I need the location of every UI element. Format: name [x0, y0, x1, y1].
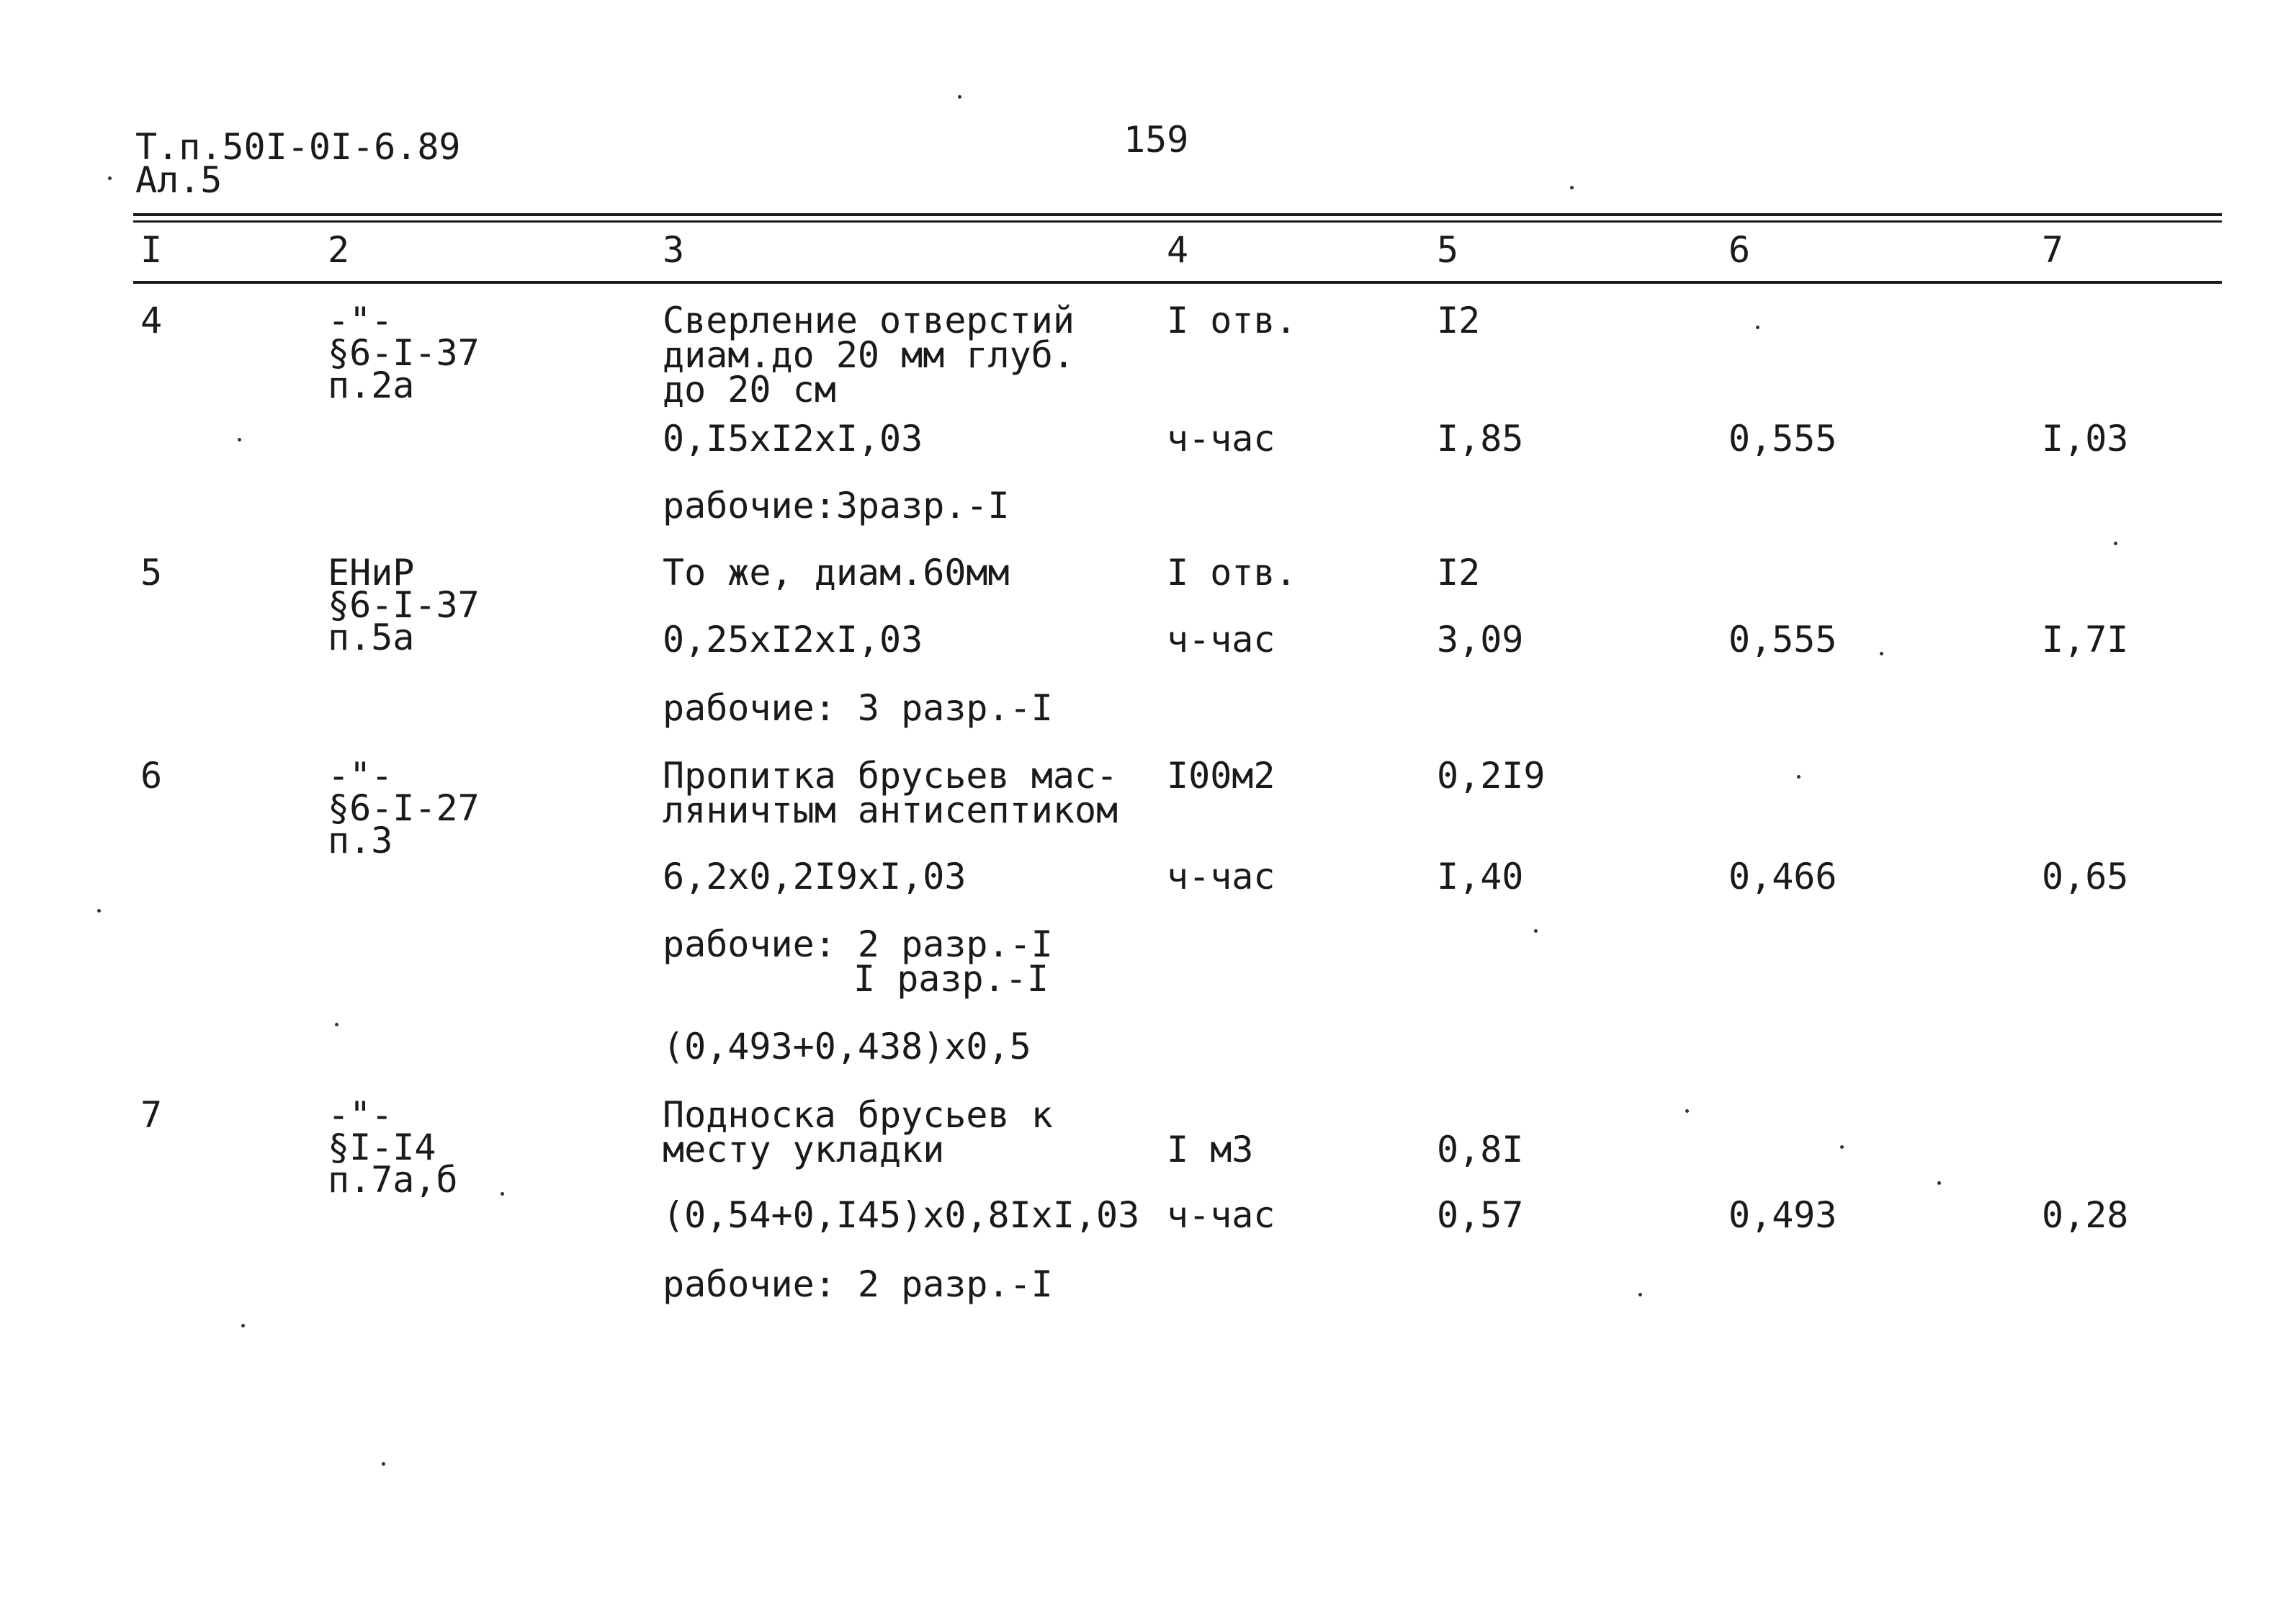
calc-value: 0,57	[1437, 1194, 1524, 1236]
calc-value: I,85	[1437, 418, 1524, 460]
norm-reference: -"-	[328, 300, 393, 341]
calculation-formula: 0,I5xI2xI,03	[663, 418, 923, 460]
quantity: 0,2I9	[1437, 755, 1546, 797]
calc-unit: ч-час	[1167, 418, 1275, 460]
rate-value: 0,493	[1728, 1194, 1837, 1236]
row-number: 4	[140, 300, 163, 341]
workers-grade: рабочие: 2 разр.-I	[663, 1263, 1053, 1305]
unit-of-measure: I отв.	[1167, 300, 1297, 341]
row-number: 6	[140, 755, 163, 797]
scan-speck	[1756, 326, 1759, 329]
calc-unit: ч-час	[1167, 856, 1275, 897]
col-header-4: 4	[1167, 229, 1189, 271]
col-header-5: 5	[1437, 229, 1459, 271]
norm-reference: п.2а	[328, 364, 415, 406]
calc-unit: ч-час	[1167, 1194, 1275, 1236]
total-value: 0,65	[2042, 856, 2129, 897]
scan-speck	[958, 95, 961, 99]
col-header-3: 3	[663, 229, 685, 271]
unit-of-measure: I00м2	[1167, 755, 1275, 797]
table-top-rule	[133, 213, 2222, 216]
norm-reference: п.5а	[328, 617, 415, 658]
calculation-formula: 0,25xI2xI,03	[663, 619, 923, 660]
norm-reference: -"-	[328, 755, 393, 797]
total-value: 0,28	[2042, 1194, 2129, 1236]
calculation-formula: (0,54+0,I45)x0,8IxI,03	[663, 1194, 1140, 1236]
doc-code: Т.п.50I-0I-6.89	[135, 126, 461, 168]
calc-unit: ч-час	[1167, 619, 1275, 660]
quantity: 0,8I	[1437, 1129, 1524, 1170]
work-description: Сверление отверстий	[663, 300, 1075, 341]
quantity: I2	[1437, 552, 1481, 594]
norm-reference: п.7а,б	[328, 1159, 458, 1201]
workers-grade: I разр.-I	[853, 958, 1049, 1000]
scan-speck	[1534, 929, 1538, 933]
scan-speck	[1638, 1293, 1642, 1296]
rate-value: 0,466	[1728, 856, 1837, 897]
norm-reference: ЕНиР	[328, 552, 415, 594]
album-label: Ал.5	[135, 159, 223, 201]
norm-reference: -"-	[328, 1094, 393, 1136]
scan-speck	[1685, 1109, 1689, 1113]
scan-speck	[335, 1023, 338, 1026]
calculation-formula: 6,2x0,2I9xI,03	[663, 856, 967, 897]
work-description: Пропитка брусьев мас-	[663, 755, 1118, 797]
work-description: диам.до 20 мм глуб.	[663, 334, 1075, 376]
scan-speck	[238, 438, 241, 442]
scan-speck	[241, 1324, 245, 1327]
scan-speck	[108, 176, 112, 180]
scan-speck	[501, 1192, 504, 1196]
rate-value: 0,555	[1728, 619, 1837, 660]
scan-speck	[382, 1462, 385, 1466]
rate-value: 0,555	[1728, 418, 1837, 460]
work-description: То же, диам.60мм	[663, 552, 1010, 594]
calc-value: I,40	[1437, 856, 1524, 897]
col-header-2: 2	[328, 229, 350, 271]
workers-grade: рабочие: 3 разр.-I	[663, 687, 1053, 729]
col-header-1: I	[140, 229, 163, 271]
scan-speck	[1840, 1145, 1844, 1149]
work-description: месту укладки	[663, 1129, 945, 1170]
scan-speck	[2114, 542, 2117, 545]
scan-speck	[1570, 186, 1574, 189]
quantity: I2	[1437, 300, 1481, 341]
scan-speck	[1937, 1181, 1941, 1185]
norm-reference: §6-I-27	[328, 787, 480, 829]
header-bottom-rule	[133, 281, 2222, 284]
norm-reference: §6-I-37	[328, 332, 480, 374]
work-description: Подноска брусьев к	[663, 1094, 1053, 1136]
calculation-formula: (0,493+0,438)x0,5	[663, 1026, 1031, 1067]
norm-reference: §6-I-37	[328, 584, 480, 626]
total-value: I,7I	[2042, 619, 2129, 660]
norm-reference: §I-I4	[328, 1126, 436, 1168]
workers-grade: рабочие: 2 разр.-I	[663, 923, 1053, 965]
norm-reference: п.3	[328, 820, 393, 861]
work-description: ляничтым антисептиком	[663, 789, 1118, 831]
page-number: 159	[1124, 119, 1189, 161]
work-description: до 20 см	[663, 369, 836, 411]
row-number: 7	[140, 1094, 163, 1136]
scan-speck	[97, 909, 101, 913]
scan-speck	[1797, 775, 1801, 779]
col-header-7: 7	[2042, 229, 2064, 271]
table-top-rule-inner	[133, 220, 2222, 223]
scan-speck	[1880, 652, 1883, 655]
total-value: I,03	[2042, 418, 2129, 460]
calc-value: 3,09	[1437, 619, 1524, 660]
col-header-6: 6	[1728, 229, 1751, 271]
row-number: 5	[140, 552, 163, 594]
unit-of-measure: I отв.	[1167, 552, 1297, 594]
workers-grade: рабочие:3разр.-I	[663, 485, 1010, 527]
unit-of-measure: I м3	[1167, 1129, 1254, 1170]
